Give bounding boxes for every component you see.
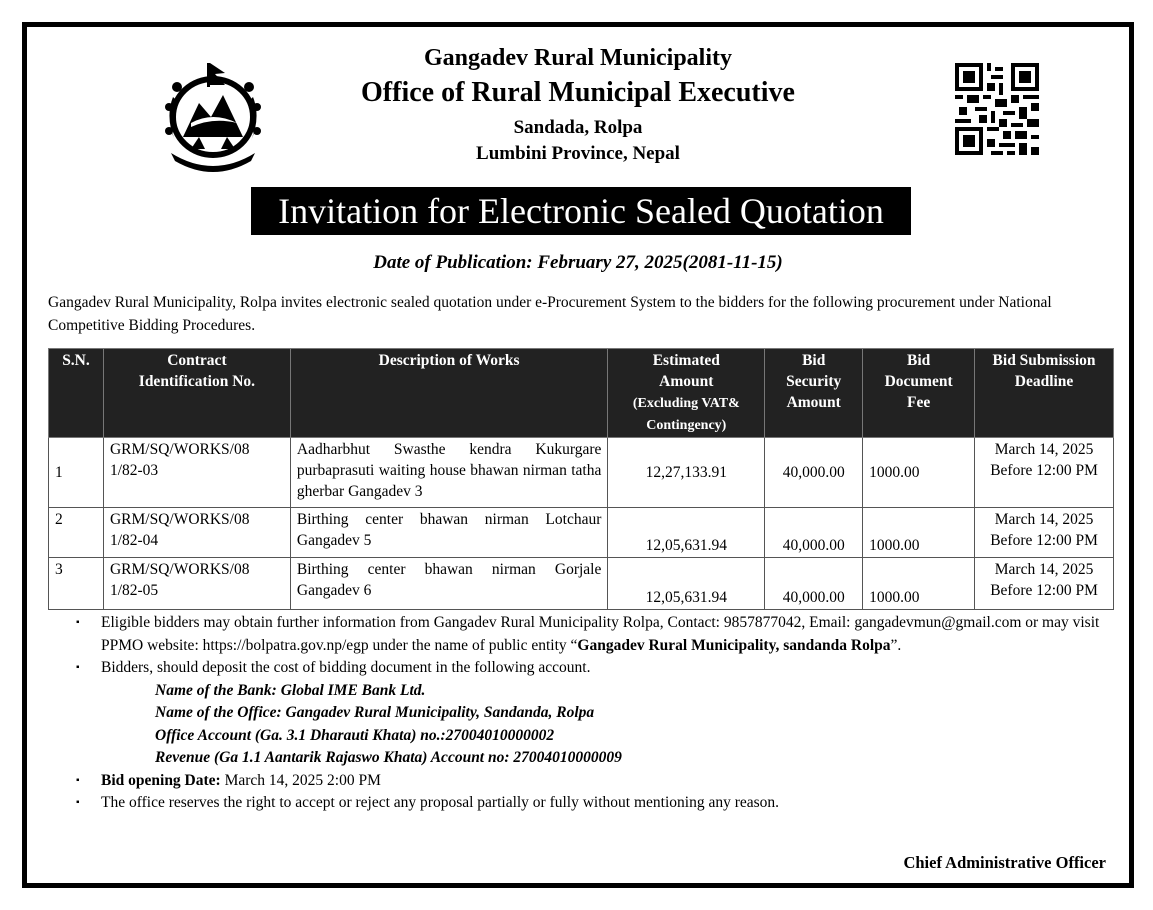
- list-item: [49, 657, 1109, 680]
- col-contract-id: Contract Identification No.: [103, 349, 290, 438]
- col-sn: S.N.: [49, 349, 104, 438]
- col-document-fee: Bid Document Fee: [863, 349, 975, 438]
- row-fee: 1000.00: [863, 508, 975, 558]
- row-contract-id: GRM/SQ/WORKS/08 1/82-04: [103, 508, 290, 558]
- row-fee: 1000.00: [863, 438, 975, 508]
- row-description: Birthing center bhawan nirman Lotchaur Gangadev 5: [290, 508, 608, 558]
- bullet-icon: ▪: [76, 774, 80, 786]
- revenue-account-number: Revenue (Ga 1.1 Aantarik Rajaswo Khata) Account no: 27004010000009: [155, 749, 622, 766]
- table-row: [49, 558, 1114, 610]
- row-contract-id: GRM/SQ/WORKS/08 1/82-03: [103, 438, 290, 508]
- row-amount: 12,05,631.94: [608, 508, 765, 558]
- note-info-end: ”.: [890, 636, 902, 654]
- row-deadline: March 14, 2025 Before 12:00 PM: [975, 438, 1114, 508]
- intro-paragraph: Gangadev Rural Municipality, Rolpa invites electronic sealed quotation under e-Procurement System to the bidders for the following procurement under National Competitive Bidding Procedures.: [48, 294, 1052, 334]
- row-sn: 3: [49, 558, 104, 610]
- table-row: [49, 438, 1114, 508]
- office-province: Lumbini Province, Nepal: [476, 143, 680, 164]
- list-item: [49, 612, 1109, 657]
- list-item: [49, 792, 1109, 815]
- note-entity-name: Gangadev Rural Municipality, sandanda Rolpa: [577, 636, 891, 654]
- bank-name: Name of the Bank: Global IME Bank Ltd.: [155, 681, 426, 699]
- col-deadline: Bid Submission Deadline: [975, 349, 1114, 438]
- list-item: [49, 770, 1109, 793]
- row-amount: 12,05,631.94: [608, 558, 765, 610]
- table-header-row: [49, 349, 1114, 438]
- municipality-name: Gangadev Rural Municipality: [423, 45, 733, 71]
- row-deadline: March 14, 2025 Before 12:00 PM: [975, 508, 1114, 558]
- col-description: Description of Works: [290, 349, 608, 438]
- publication-date: Date of Publication: February 27, 2025(2081-11-15): [373, 252, 783, 273]
- office-account-number: Office Account (Ga. 3.1 Dharauti Khata) no.:27004010000002: [155, 726, 555, 744]
- bullet-icon: ▪: [76, 617, 80, 628]
- bullet-icon: ▪: [76, 797, 80, 808]
- row-amount: 12,27,133.91: [608, 438, 765, 508]
- office-address: Sandada, Rolpa: [513, 117, 643, 138]
- office-name: Office of Rural Municipal Executive: [361, 77, 795, 108]
- row-security: 40,000.00: [765, 438, 863, 508]
- account-office-name: Name of the Office: Gangadev Rural Municipality, Sandanda, Rolpa: [155, 704, 595, 721]
- row-contract-id: GRM/SQ/WORKS/08 1/82-05: [103, 558, 290, 610]
- row-description: Birthing center bhawan nirman Gorjale Gangadev 6: [290, 558, 608, 610]
- row-deadline: March 14, 2025 Before 12:00 PM: [975, 558, 1114, 610]
- notes-list: [49, 612, 1109, 815]
- note-deposit-text: Bidders, should deposit the cost of bidding document in the following account.: [101, 659, 591, 676]
- col-estimated-amount: Estimated Amount (Excluding VAT& Contingency): [608, 349, 765, 438]
- bid-opening-label: Bid opening Date:: [101, 771, 221, 789]
- procurement-table: [48, 348, 1114, 610]
- bullet-icon: ▪: [76, 662, 80, 673]
- note-rights-text: The office reserves the right to accept or reject any proposal partially or fully without mentioning any reason.: [101, 794, 780, 811]
- row-security: 40,000.00: [765, 508, 863, 558]
- table-row: [49, 508, 1114, 558]
- notice-title-banner: Invitation for Electronic Sealed Quotation: [251, 187, 911, 235]
- row-fee: 1000.00: [863, 558, 975, 610]
- row-sn: 2: [49, 508, 104, 558]
- row-sn: 1: [49, 438, 104, 508]
- col-bid-security: Bid Security Amount: [765, 349, 863, 438]
- row-description: Aadharbhut Swasthe kendra Kukurgare purbaprasuti waiting house bhawan nirman tatha gherbar Gangadev 3: [290, 438, 608, 508]
- signature-title: Chief Administrative Officer: [903, 853, 1106, 872]
- notice-frame: [22, 22, 1134, 888]
- row-security: 40,000.00: [765, 558, 863, 610]
- note-info-text: Eligible bidders may obtain further information from Gangadev Rural Municipality Rolpa, Contact: 9857877042, Email: gangadevmun@gmail.com or may visit PPMO website: https://bolpatra.gov.np/egp under the name of public entity “: [101, 614, 1100, 654]
- bid-opening-value: March 14, 2025 2:00 PM: [220, 771, 381, 789]
